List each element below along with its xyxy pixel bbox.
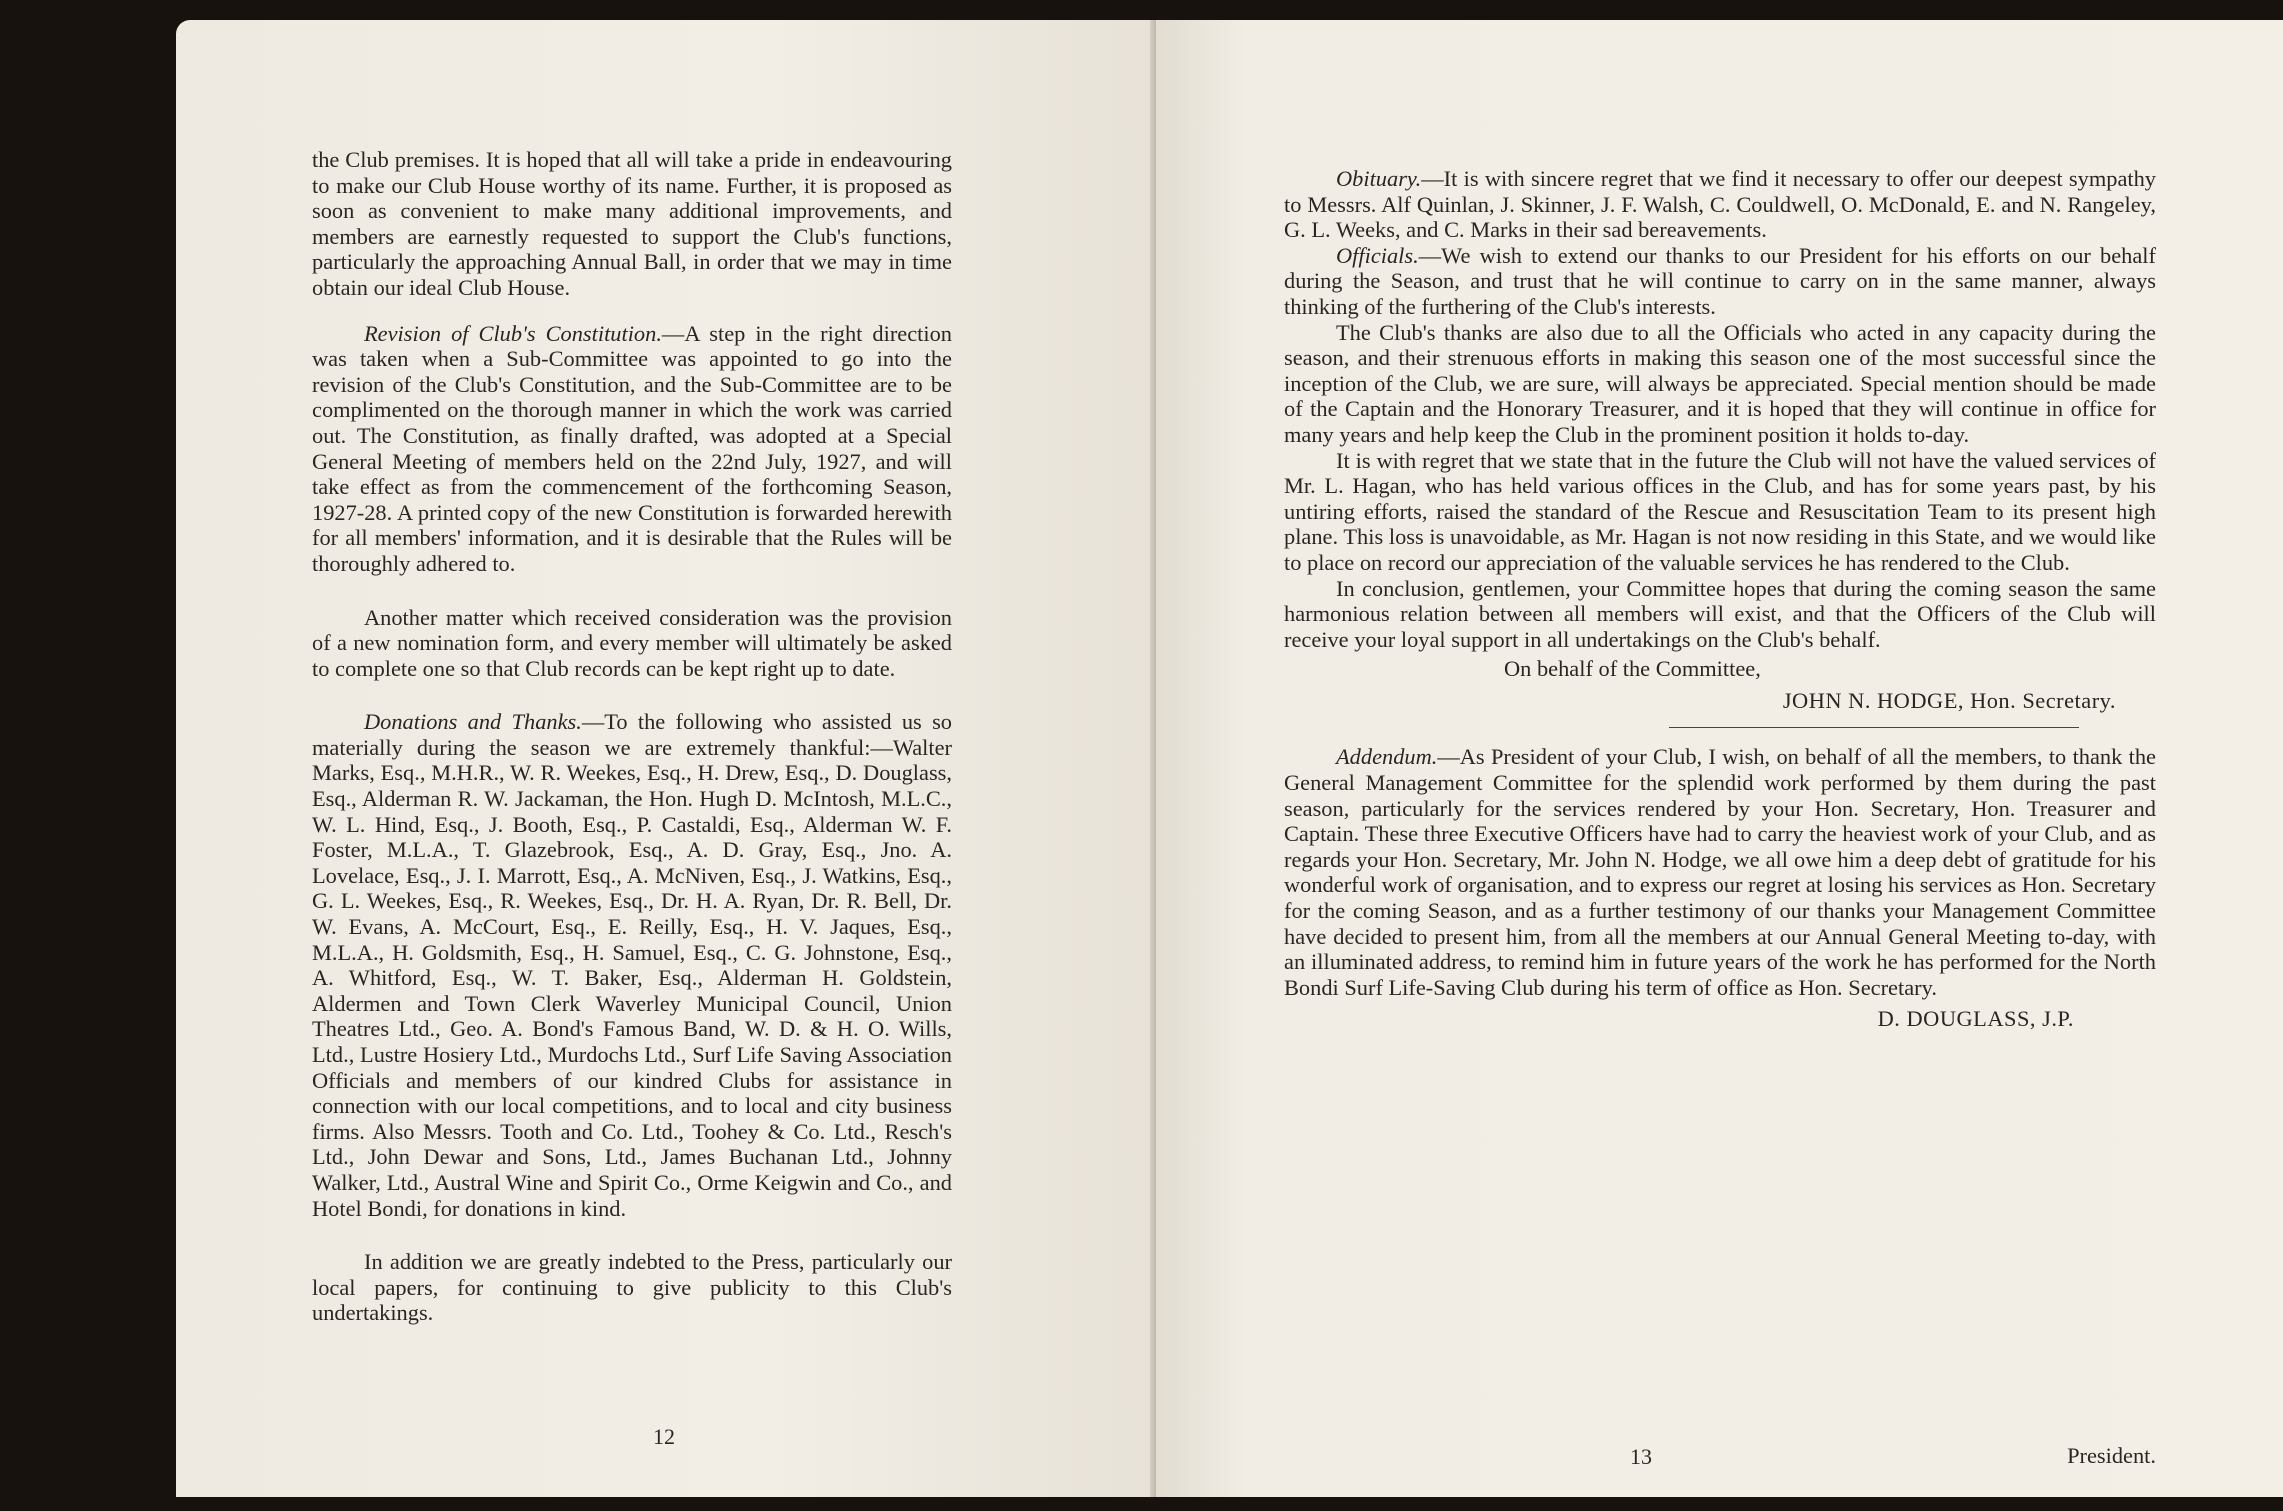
paragraph-obituary: Obituary.—It is with sincere regret that we find it necessary to offer our deepest sympathy to Messrs. Alf Quinlan, J. Skinner, J. F. Walsh, C. Couldwell, O. McDonald, E. and N. Rangeley, G. L. Weeks, and C. Marks in their sad bereavements. [1284,166,2156,243]
paragraph-lead: Donations and Thanks. [364,709,582,735]
bottom-edge [0,1497,2283,1511]
president-title: President. [2067,1443,2156,1468]
divider-rule [1669,727,2079,728]
paragraph-lead: Revision of Club's Constitution. [364,320,662,346]
paragraph-officials: Officials.—We wish to extend our thanks to our President for his efforts on our behalf during the Season, and trust that he will continue to carry on in the same manner, always thinking of the furthering of the Club's interests. [1284,242,2156,319]
paragraph-officials-thanks: The Club's thanks are also due to all the Officials who acted in any capacity during the season, and their strenuous efforts in making this season one of the most successful since the inception of the Club, we are sure, will always be appreciated. Special mention should be made of the Captain and the Honorary Treasurer, and it is hoped that they will continue in office for many years and help keep the Club in the prominent position it holds to-day. [1284,319,2156,447]
paragraph-press: In addition we are greatly indebted to the Press, particularly our local papers, for continuing to give publicity to this Club's undertakings. [312,1249,952,1326]
right-page [1156,20,2283,1511]
paragraph-lead: Obituary. [1336,166,1422,191]
paragraph-donations-thanks: Donations and Thanks.—To the following who assisted us so materially during the season we are extremely thankful:—Walter Marks, Esq., M.H.R., W. R. Weekes, Esq., H. Drew, Esq., D. Douglass, Esq., Alderman R. W. Jackaman, the Hon. Hugh D. McIntosh, M.L.C., W. L. Hind, Esq., J. Booth, Esq., P. Castaldi, Esq., Alderman W. F. Foster, M.L.A., T. Glazebrook, Esq., A. D. Gray, Esq., Jno. A. Lovelace, Esq., J. I. Marrott, Esq., A. McNiven, Esq., J. Watkins, Esq., G. L. Weekes, Esq., R. Weekes, Esq., Dr. H. A. Ryan, Dr. R. Bell, Dr. W. Evans, A. McCourt, Esq., E. Reilly, Esq., H. V. Jaques, Esq., M.L.A., H. Goldsmith, Esq., H. Samuel, Esq., C. G. Johnstone, Esq., A. Whitford, Esq., W. T. Baker, Esq., Alderman H. Goldstein, Aldermen and Town Clerk Waverley Municipal Council, Union Theatres Ltd., Geo. A. Bond's Famous Band, W. D. & H. O. Wills, Ltd., Lustre Hosiery Ltd., Murdochs Ltd., Surf Life Saving Association Officials and members of our kindred Clubs for assistance in connection with our local competitions, and to local and city business firms. Also Messrs. Tooth and Co. Ltd., Toohey & Co. Ltd., Resch's Ltd., John Dewar and Sons, Ltd., James Buchanan Ltd., Johnny Walker, Ltd., Austral Wine and Spirit Co., Orme Keigwin and Co., and Hotel Bondi, for donations in kind. [312,709,952,1221]
secretary-signature: JOHN N. HODGE, Hon. Secretary. [1782,687,2116,713]
left-page [176,20,1156,1511]
right-page-text [1284,166,2156,1032]
page-number: 12 [653,1424,675,1449]
left-page-text [312,147,952,1326]
paragraph-revision-constitution: Revision of Club's Constitution.—A step in the right direction was taken when a Sub-Committee was appointed to go into the revision of the Club's Constitution, and the Sub-Committee are to be complimented on the thorough manner in which the work was carried out. The Constitution, as finally drafted, was adopted at a Special General Meeting of members held on the 22nd July, 1927, and will take effect as from the commencement of the forthcoming Season, 1927-28. A printed copy of the new Constitution is forwarded herewith for all members' information, and it is desirable that the Rules will be thoroughly adhered to. [312,320,952,576]
behalf-line: On behalf of the Committee, [1504,656,1761,682]
paragraph-club-premises: the Club premises. It is hoped that all will take a pride in endeavouring to make our Club House worthy of its name. Further, it is proposed as soon as convenient to make many additional improvements, and members are earnestly requested to support the Club's functions, particularly the approaching Annual Ball, in order that we may in time obtain our ideal Club House. [312,147,952,300]
paragraph-hagan: It is with regret that we state that in the future the Club will not have the valued services of Mr. L. Hagan, who has held various offices in the Club, and has for some years past, by his untiring efforts, raised the standard of the Rescue and Resuscitation Team to its present high plane. This loss is unavoidable, as Mr. Hagan is not now residing in this State, and we would like to place on record our appreciation of the valuable services he has rendered to the Club. [1284,447,2156,575]
paragraph-addendum: Addendum.—As President of your Club, I wish, on behalf of all the members, to thank the General Management Committee for the splendid work performed by them during the past season, particularly for the services rendered by your Hon. Secretary, Hon. Treasurer and Captain. These three Executive Officers have had to carry the heaviest work of your Club, and as regards your Hon. Secretary, Mr. John N. Hodge, we all owe him a deep debt of gratitude for his wonderful work of organisation, and to express our regret at losing his services as Hon. Secretary for the coming Season, and as a further testimony of our thanks your Management Committee have decided to present him, from all the members at our Annual General Meeting to-day, with an illuminated address, to remind him in future years of the work he has performed for the North Bondi Surf Life-Saving Club during his term of office as Hon. Secretary. [1284,744,2156,1000]
paragraph-conclusion: In conclusion, gentlemen, your Committee hopes that during the coming season the same harmonious relation between all members will exist, and that the Officers of the Club will receive your loyal support in all undertakings on the Club's behalf. [1284,575,2156,652]
paragraph-lead: Addendum. [1336,744,1438,770]
paragraph-lead: Officials. [1336,242,1419,268]
president-signature: D. DOUGLASS, J.P. [1877,1006,2074,1032]
page-number: 13 [1630,1444,1652,1469]
paragraph-nomination-form: Another matter which received consideration was the provision of a new nomination form, and every member will ultimately be asked to complete one so that Club records can be kept right up to date. [312,604,952,681]
